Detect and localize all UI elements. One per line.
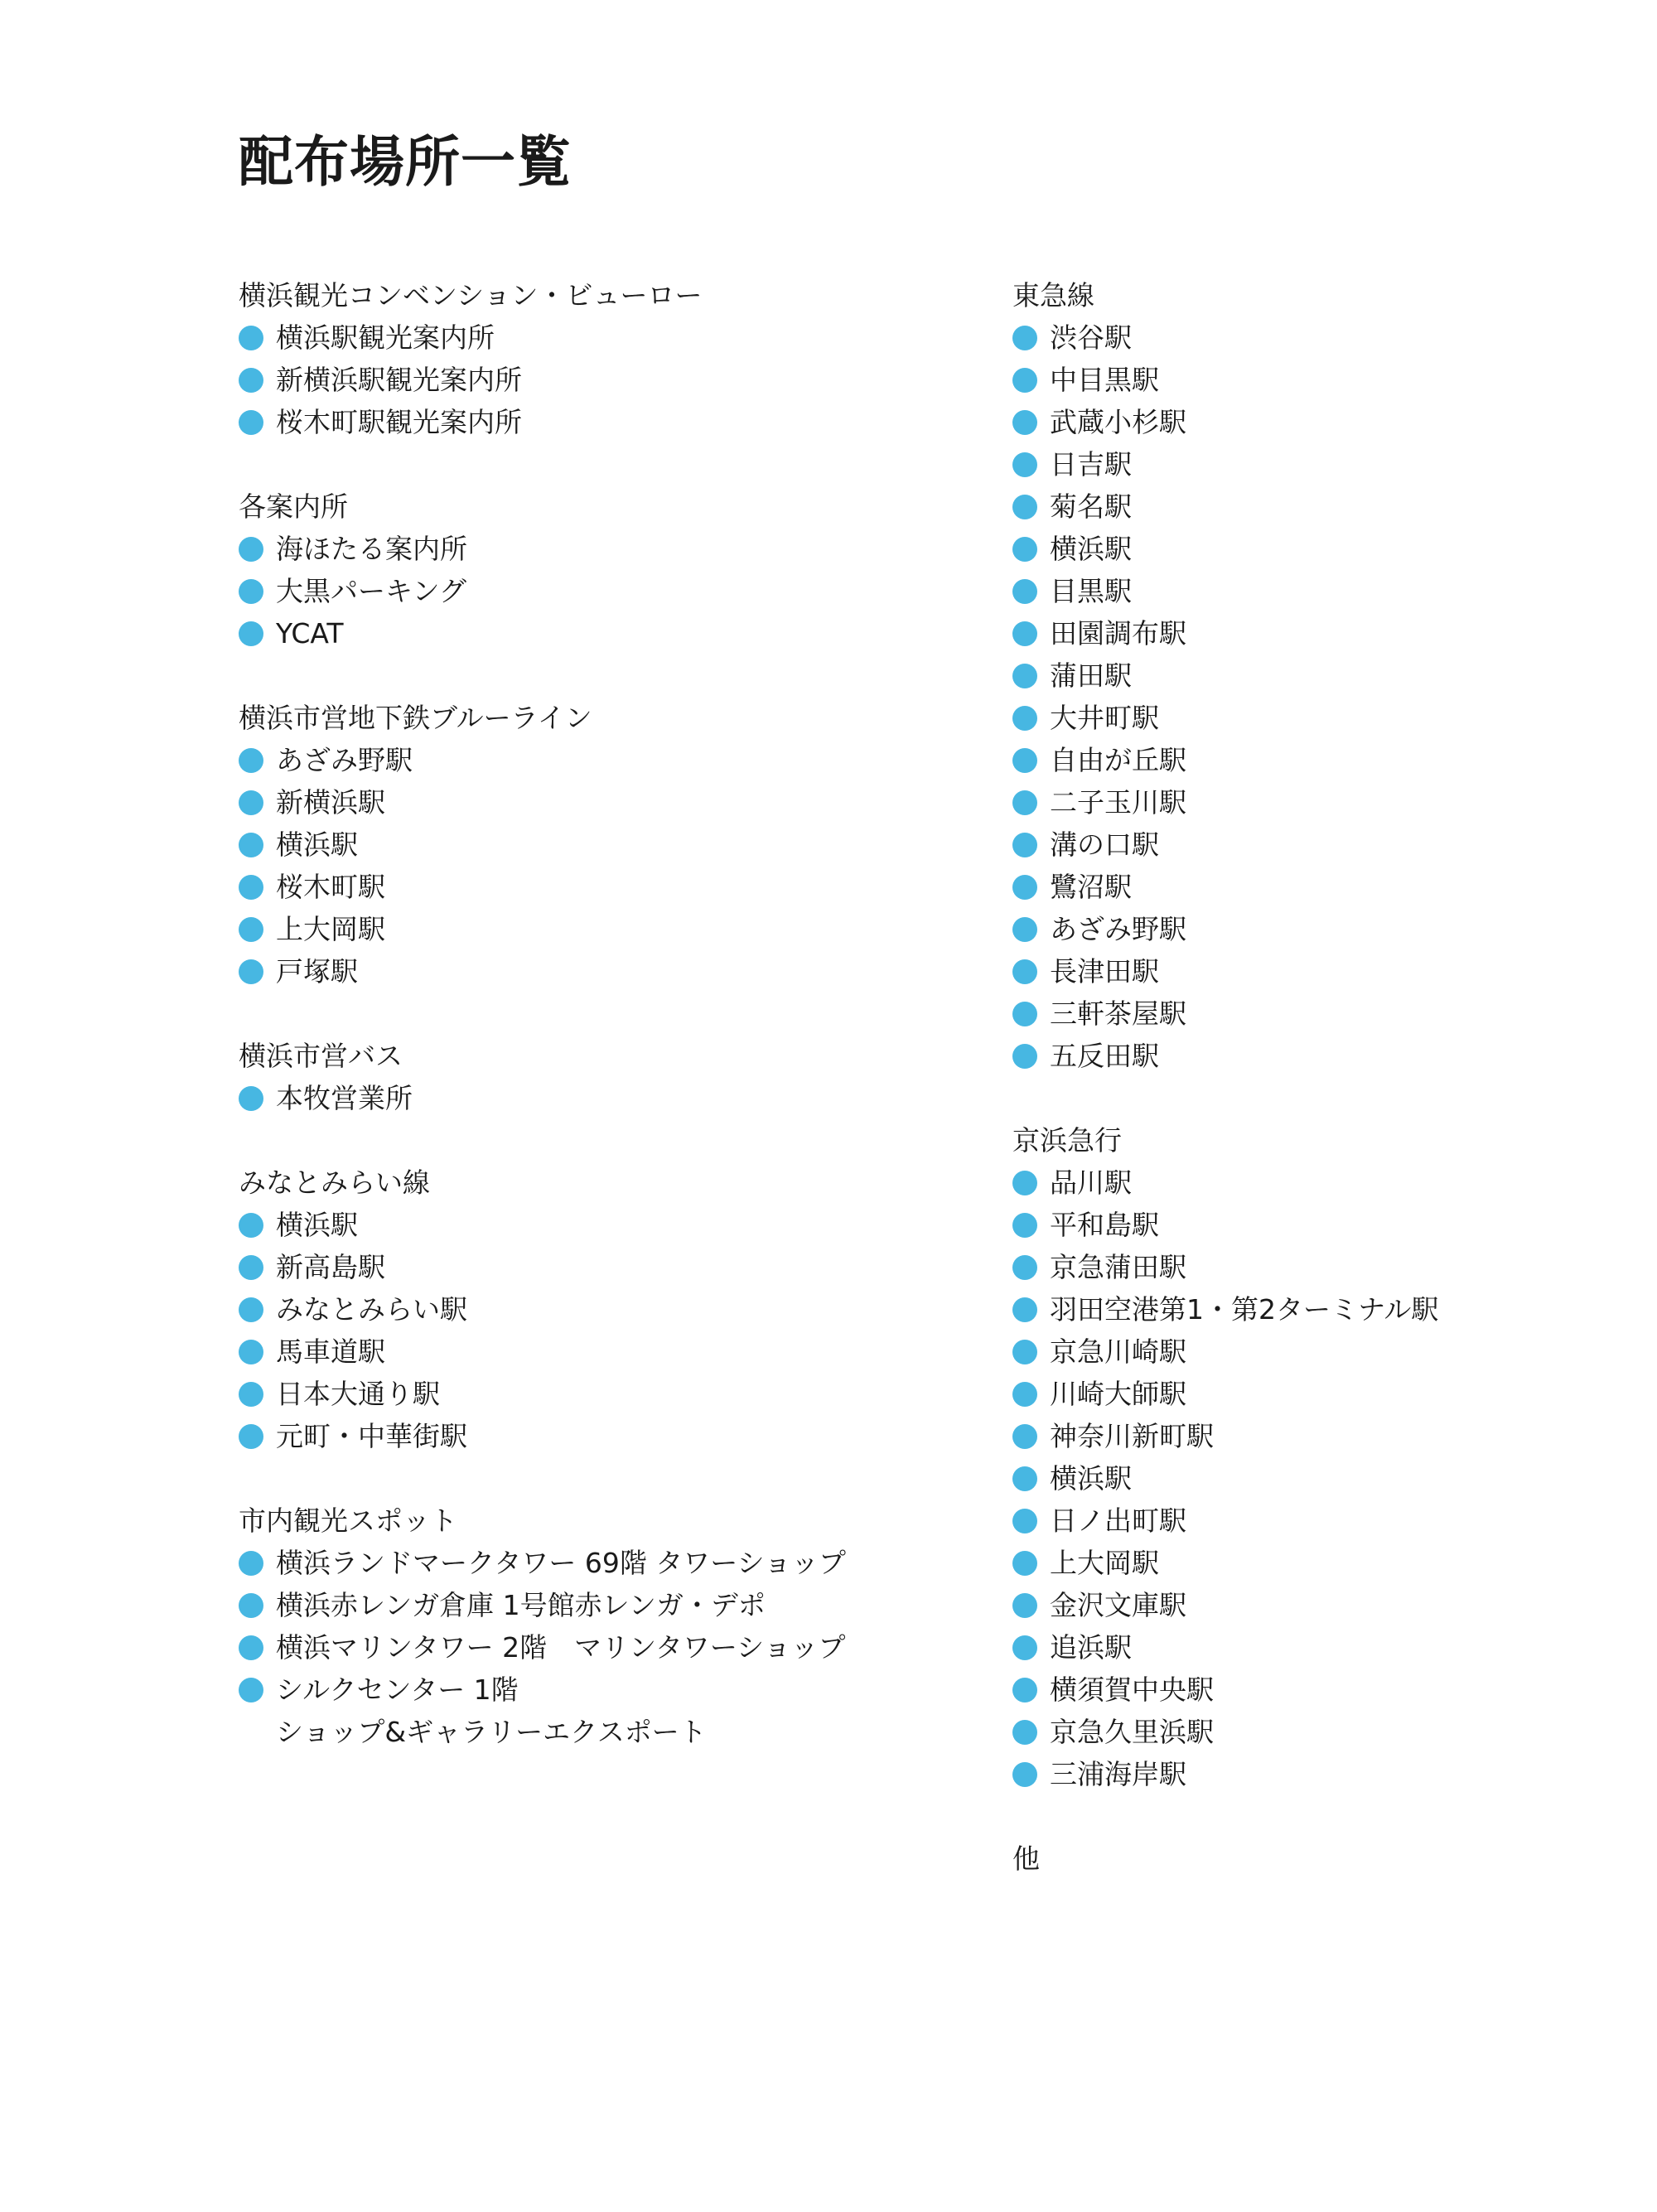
bullet-dot-icon — [1012, 875, 1037, 900]
bullet-dot-icon — [1012, 664, 1037, 688]
bullet-dot-icon — [1012, 495, 1037, 519]
location-list — [1012, 316, 1592, 1077]
list-item: 横浜駅観光案内所 — [239, 316, 984, 359]
list-item: 新高島駅 — [239, 1246, 984, 1288]
bullet-dot-icon — [1012, 1255, 1037, 1280]
list-item: 自由が丘駅 — [1012, 739, 1592, 781]
section-heading: 横浜市営地下鉄ブルーライン — [239, 702, 592, 734]
location-list — [239, 739, 984, 993]
bullet-dot-icon — [1012, 1509, 1037, 1533]
section-heading: 横浜市営バス — [239, 1040, 403, 1072]
list-item: 横浜駅 — [1012, 528, 1592, 570]
list-item: みなとみらい駅 — [239, 1288, 984, 1331]
right-column — [1012, 274, 1592, 1880]
bullet-dot-icon — [239, 790, 263, 815]
list-item: 戸塚駅 — [239, 950, 984, 993]
list-item: 上大岡駅 — [1012, 1542, 1592, 1584]
list-item: 桜木町駅 — [239, 866, 984, 908]
bullet-dot-icon — [1012, 452, 1037, 477]
bullet-dot-icon — [1012, 1720, 1037, 1745]
bullet-dot-icon — [1012, 1340, 1037, 1364]
bullet-dot-icon — [239, 410, 263, 435]
section-convention-bureau — [239, 274, 984, 443]
bullet-dot-icon — [239, 875, 263, 900]
list-item: 鷺沼駅 — [1012, 866, 1592, 908]
location-list — [239, 1542, 984, 1753]
bullet-dot-icon — [239, 621, 263, 646]
list-item: 横浜赤レンガ倉庫 1号館赤レンガ・デポ — [239, 1584, 984, 1626]
bullet-dot-icon — [239, 579, 263, 604]
list-item: 中目黒駅 — [1012, 359, 1592, 401]
list-item: 海ほたる案内所 — [239, 528, 984, 570]
bullet-dot-icon — [239, 1678, 263, 1702]
list-item: 武蔵小杉駅 — [1012, 401, 1592, 443]
list-item: 渋谷駅 — [1012, 316, 1592, 359]
list-item: 京急蒲田駅 — [1012, 1246, 1592, 1288]
list-item: 元町・中華街駅 — [239, 1415, 984, 1457]
location-list — [239, 528, 984, 654]
list-item: 羽田空港第1・第2ターミナル駅 — [1012, 1288, 1592, 1331]
bullet-dot-icon — [1012, 326, 1037, 350]
bullet-dot-icon — [239, 1340, 263, 1364]
section-heading: 京浜急行 — [1012, 1124, 1122, 1157]
list-item: 品川駅 — [1012, 1162, 1592, 1204]
list-item: 平和島駅 — [1012, 1204, 1592, 1246]
bullet-dot-icon — [239, 917, 263, 942]
bullet-dot-icon — [1012, 706, 1037, 731]
page-title: 配布場所一覧 — [239, 129, 572, 194]
bullet-dot-icon — [1012, 579, 1037, 604]
list-item: 三軒茶屋駅 — [1012, 993, 1592, 1035]
bullet-dot-icon — [1012, 1297, 1037, 1322]
list-item: 横浜マリンタワー 2階 マリンタワーショップ — [239, 1626, 984, 1669]
bullet-dot-icon — [239, 1424, 263, 1449]
bullet-dot-icon — [1012, 959, 1037, 984]
bullet-dot-icon — [1012, 1171, 1037, 1195]
section-tokyu-line — [1012, 274, 1592, 1077]
location-list — [239, 1077, 984, 1119]
section-heading: 横浜観光コンベンション・ビューロー — [239, 279, 703, 312]
list-item: 五反田駅 — [1012, 1035, 1592, 1077]
bullet-dot-icon — [1012, 621, 1037, 646]
section-sightseeing-spots — [239, 1500, 984, 1753]
bullet-dot-icon — [1012, 1466, 1037, 1491]
list-item: 長津田駅 — [1012, 950, 1592, 993]
list-item: 上大岡駅 — [239, 908, 984, 950]
bullet-dot-icon — [239, 833, 263, 857]
list-item: シルクセンター 1階 ショップ&ギャラリーエクスポート — [239, 1669, 984, 1753]
bullet-dot-icon — [1012, 1424, 1037, 1449]
bullet-dot-icon — [1012, 537, 1037, 562]
section-city-bus — [239, 1035, 984, 1119]
list-item: 桜木町駅観光案内所 — [239, 401, 984, 443]
section-minatomirai-line — [239, 1162, 984, 1457]
list-item: 新横浜駅観光案内所 — [239, 359, 984, 401]
bullet-dot-icon — [1012, 790, 1037, 815]
list-item: 神奈川新町駅 — [1012, 1415, 1592, 1457]
list-item: 日本大通り駅 — [239, 1373, 984, 1415]
section-heading: みなとみらい線 — [239, 1166, 430, 1199]
bullet-dot-icon — [1012, 1635, 1037, 1660]
bullet-dot-icon — [1012, 410, 1037, 435]
list-item: 金沢文庫駅 — [1012, 1584, 1592, 1626]
bullet-dot-icon — [239, 1382, 263, 1407]
section-heading: 各案内所 — [239, 490, 348, 523]
section-information-centers — [239, 485, 984, 654]
list-item: 大黒パーキング — [239, 570, 984, 612]
list-item: 横浜駅 — [239, 1204, 984, 1246]
bullet-dot-icon — [1012, 368, 1037, 393]
section-blue-line — [239, 697, 984, 993]
section-heading: 東急線 — [1012, 279, 1094, 312]
list-item: 川崎大師駅 — [1012, 1373, 1592, 1415]
bullet-dot-icon — [1012, 1382, 1037, 1407]
list-item: 日吉駅 — [1012, 443, 1592, 485]
list-item: 追浜駅 — [1012, 1626, 1592, 1669]
bullet-dot-icon — [1012, 833, 1037, 857]
left-column — [239, 274, 984, 1795]
bullet-dot-icon — [239, 1255, 263, 1280]
list-item: 京急久里浜駅 — [1012, 1711, 1592, 1753]
section-heading: 市内観光スポット — [239, 1504, 457, 1537]
list-item: 溝の口駅 — [1012, 823, 1592, 866]
list-item: 横浜駅 — [1012, 1457, 1592, 1500]
bullet-dot-icon — [1012, 1678, 1037, 1702]
location-list — [239, 1204, 984, 1457]
list-item: 蒲田駅 — [1012, 654, 1592, 697]
list-item: 本牧営業所 — [239, 1077, 984, 1119]
bullet-dot-icon — [1012, 1044, 1037, 1069]
list-item: 日ノ出町駅 — [1012, 1500, 1592, 1542]
list-item: 新横浜駅 — [239, 781, 984, 823]
list-item: 三浦海岸駅 — [1012, 1753, 1592, 1795]
bullet-dot-icon — [239, 1297, 263, 1322]
bullet-dot-icon — [239, 1551, 263, 1576]
list-item: あざみ野駅 — [239, 739, 984, 781]
list-item: YCAT — [239, 612, 984, 654]
bullet-dot-icon — [1012, 1762, 1037, 1787]
bullet-dot-icon — [239, 537, 263, 562]
bullet-dot-icon — [1012, 1551, 1037, 1576]
bullet-dot-icon — [239, 1086, 263, 1111]
list-item: 馬車道駅 — [239, 1331, 984, 1373]
bullet-dot-icon — [1012, 1593, 1037, 1618]
bullet-dot-icon — [1012, 1213, 1037, 1238]
bullet-dot-icon — [239, 1635, 263, 1660]
list-item: 二子玉川駅 — [1012, 781, 1592, 823]
bullet-dot-icon — [1012, 917, 1037, 942]
bullet-dot-icon — [239, 748, 263, 773]
bullet-dot-icon — [239, 368, 263, 393]
list-item: 横浜ランドマークタワー 69階 タワーショップ — [239, 1542, 984, 1584]
list-item: 横浜駅 — [239, 823, 984, 866]
bullet-dot-icon — [1012, 748, 1037, 773]
list-item: 大井町駅 — [1012, 697, 1592, 739]
list-item: 目黒駅 — [1012, 570, 1592, 612]
location-list — [239, 316, 984, 443]
location-list — [1012, 1162, 1592, 1795]
list-item: あざみ野駅 — [1012, 908, 1592, 950]
list-item: 菊名駅 — [1012, 485, 1592, 528]
section-keikyu-line — [1012, 1119, 1592, 1795]
bullet-dot-icon — [239, 326, 263, 350]
bullet-dot-icon — [239, 1593, 263, 1618]
list-item: 横須賀中央駅 — [1012, 1669, 1592, 1711]
bullet-dot-icon — [1012, 1002, 1037, 1026]
list-item: 京急川崎駅 — [1012, 1331, 1592, 1373]
list-item: 田園調布駅 — [1012, 612, 1592, 654]
bullet-dot-icon — [239, 1213, 263, 1238]
footer-note: 他 — [1012, 1843, 1040, 1875]
bullet-dot-icon — [239, 959, 263, 984]
